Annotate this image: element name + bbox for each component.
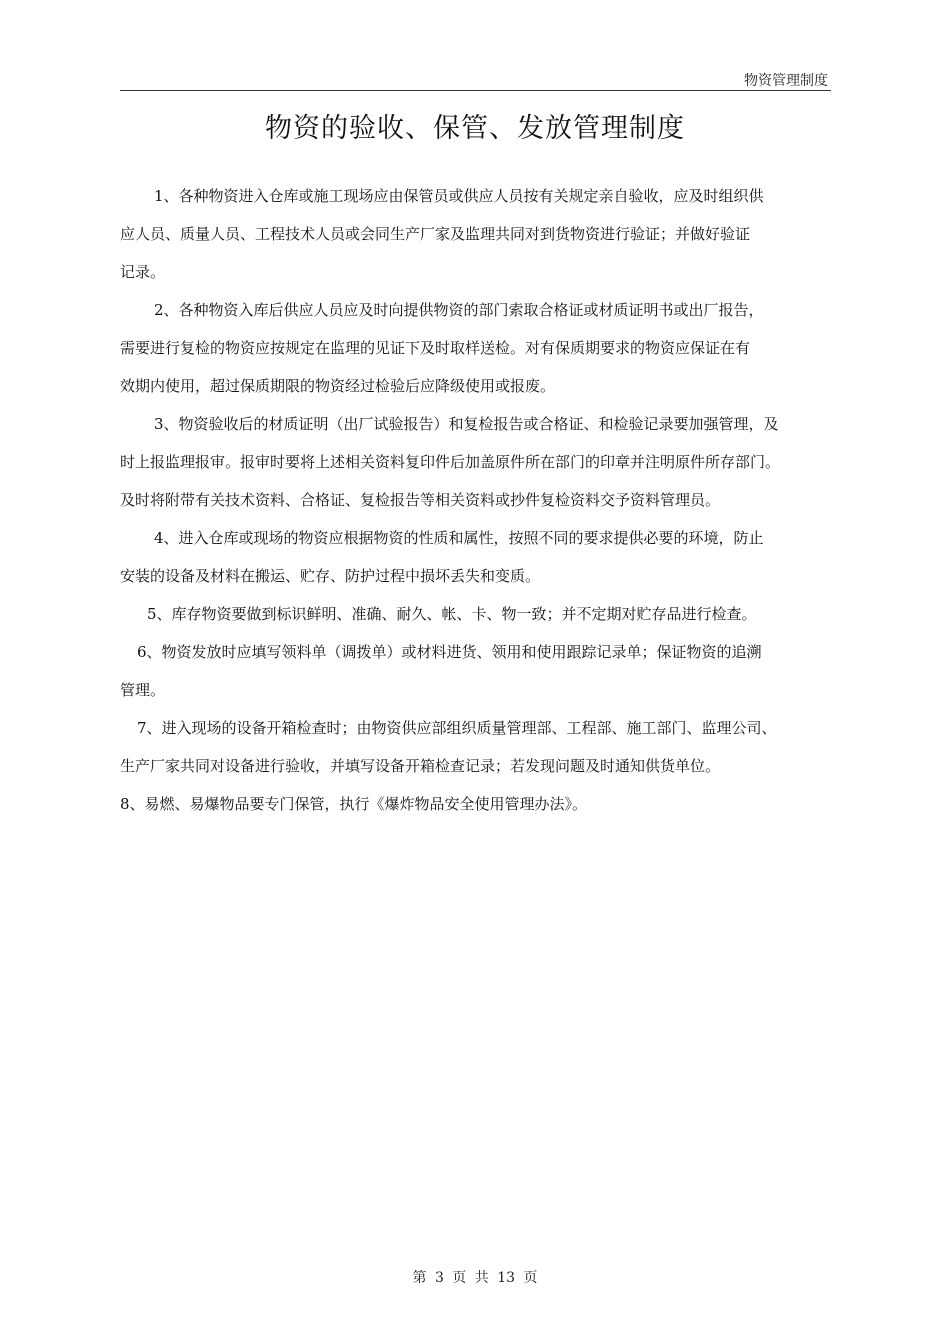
body-text-line: 安装的设备及材料在搬运、贮存、防护过程中损坏丢失和变质。 bbox=[120, 567, 541, 585]
document-body bbox=[120, 177, 860, 823]
body-text-line: 2、各种物资入库后供应人员应及时向提供物资的部门索取合格证或材质证明书或出厂报告， bbox=[154, 301, 764, 319]
page-number: 第 3 页 共 13 页 bbox=[412, 1270, 538, 1286]
body-text-line: 5、库存物资要做到标识鲜明、准确、耐久、帐、卡、物一致；并不定期对贮存品进行检查。 bbox=[147, 605, 757, 623]
body-text-line: 1、各种物资进入仓库或施工现场应由保管员或供应人员按有关规定亲自验收，应及时组织供 bbox=[154, 187, 764, 205]
body-text-line: 3、物资验收后的材质证明（出厂试验报告）和复检报告或合格证、和检验记录要加强管理，及 bbox=[154, 415, 779, 433]
body-text-line: 管理。 bbox=[120, 681, 166, 699]
body-text-line: 效期内使用，超过保质期限的物资经过检验后应降级使用或报废。 bbox=[120, 377, 556, 395]
body-text-line: 8、易燃、易爆物品要专门保管，执行《爆炸物品安全使用管理办法》。 bbox=[120, 795, 588, 813]
body-text-line: 记录。 bbox=[120, 263, 166, 281]
body-text-line: 需要进行复检的物资应按规定在监理的见证下及时取样送检。对有保质期要求的物资应保证在有 bbox=[120, 339, 751, 357]
body-text-line: 6、物资发放时应填写领料单（调拨单）或材料进货、领用和使用跟踪记录单；保证物资的追溯 bbox=[137, 643, 762, 661]
body-text-line: 4、进入仓库或现场的物资应根据物资的性质和属性，按照不同的要求提供必要的环境，防止 bbox=[154, 529, 764, 547]
header-divider bbox=[120, 90, 831, 91]
body-text-line: 时上报监理报审。报审时要将上述相关资料复印件后加盖原件所在部门的印章并注明原件所存部门。 bbox=[120, 453, 781, 471]
document-title: 物资的验收、保管、发放管理制度 bbox=[265, 113, 685, 144]
body-text-line: 7、进入现场的设备开箱检查时；由物资供应部组织质量管理部、工程部、施工部门、监理公司、 bbox=[137, 719, 777, 737]
header-section-title: 物资管理制度 bbox=[744, 73, 828, 89]
body-text-line: 应人员、质量人员、工程技术人员或会同生产厂家及监理共同对到货物资进行验证；并做好验证 bbox=[120, 225, 751, 243]
body-text-line: 及时将附带有关技术资料、合格证、复检报告等相关资料或抄件复检资料交予资料管理员。 bbox=[120, 491, 721, 509]
body-text-line: 生产厂家共同对设备进行验收，并填写设备开箱检查记录；若发现问题及时通知供货单位。 bbox=[120, 757, 721, 775]
